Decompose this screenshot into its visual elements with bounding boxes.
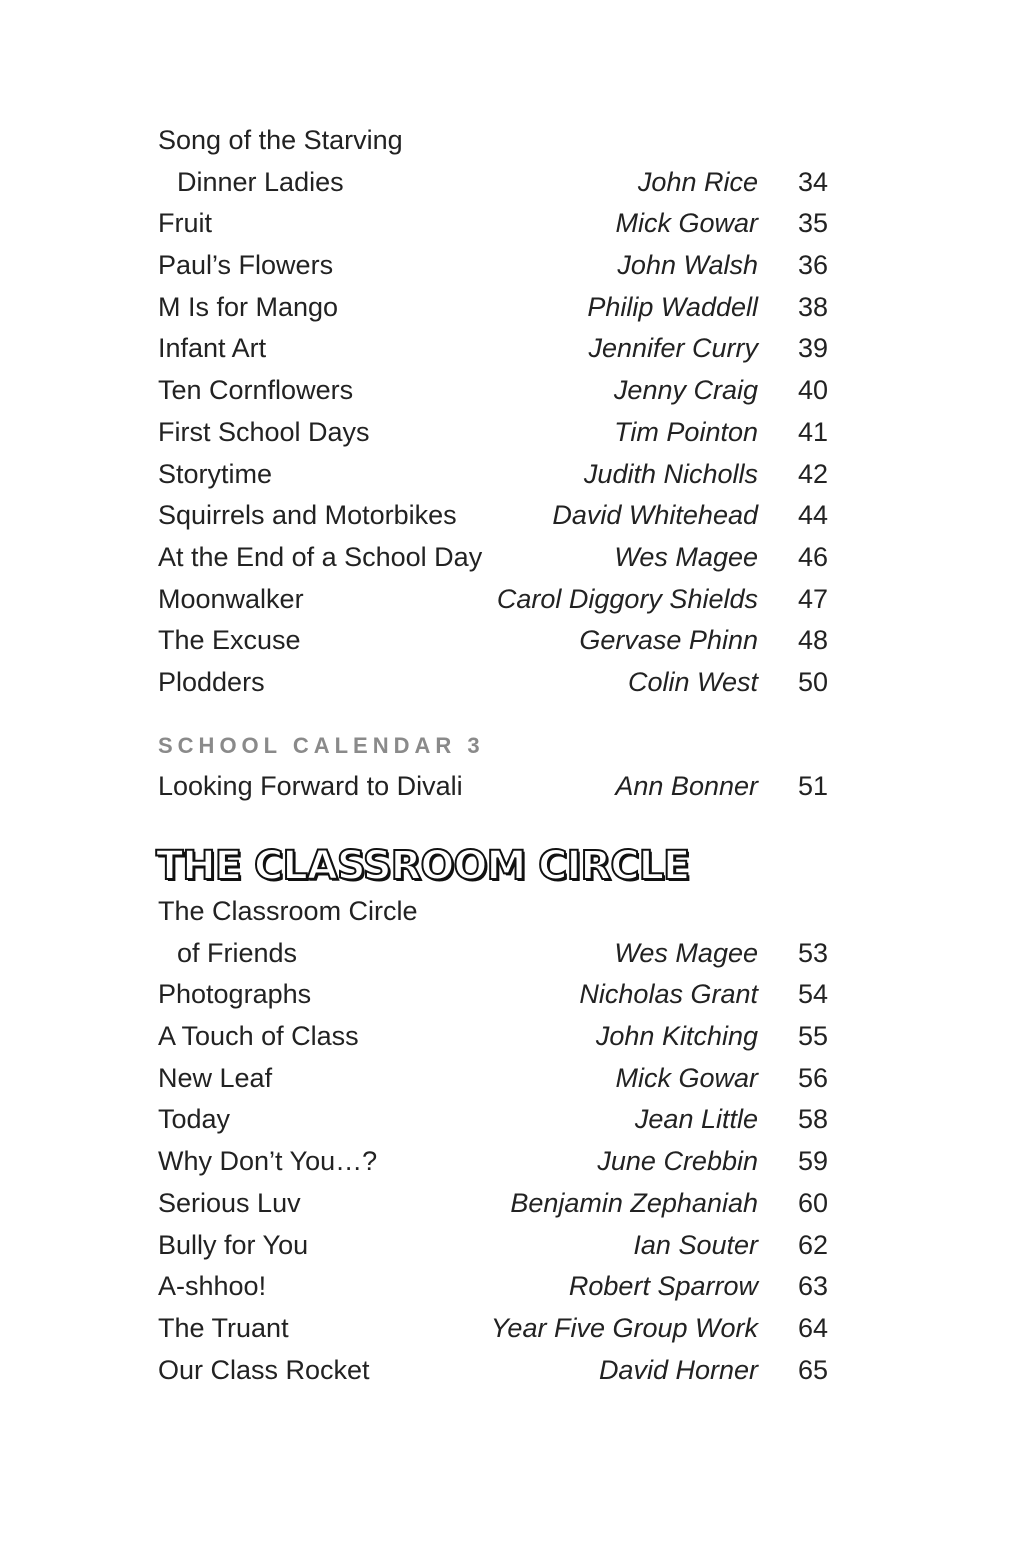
entry-page-number: 53 [797,937,828,968]
entry-author: Jennifer Curry [588,333,758,364]
entry-page-number: 56 [797,1062,828,1093]
entry-title: M Is for Mango [158,291,339,322]
contents-list-section-one [158,120,828,704]
entry-author: David Whitehead [552,500,758,531]
entry-title-continued: of Friends [177,937,298,968]
entry-author: Tim Pointon [614,416,758,447]
toc-entry-continued [158,162,828,204]
entry-author: Colin West [627,666,758,697]
entry-page-number: 50 [797,666,828,697]
entry-page-number: 34 [797,166,828,197]
toc-entry [158,766,828,808]
entry-page-number: 40 [797,375,828,406]
entry-author: June Crebbin [597,1146,758,1177]
toc-entry [158,370,828,412]
entry-author: David Horner [598,1354,758,1385]
calendar-heading: SCHOOL CALENDAR 3 [158,733,485,758]
entry-page-number: 58 [797,1104,828,1135]
entry-author: Philip Waddell [587,291,758,322]
toc-entry [158,412,828,454]
entry-title: Photographs [158,979,312,1010]
toc-entry [158,579,828,621]
toc-entry [158,120,828,162]
toc-entry [158,1016,828,1058]
entry-author: Nicholas Grant [579,979,758,1010]
entry-author: Mick Gowar [615,1062,758,1093]
toc-entry [158,1225,828,1267]
entry-page-number: 46 [797,541,828,572]
entry-page-number: 36 [797,250,828,281]
entry-title: Storytime [158,458,273,489]
toc-entry [158,620,828,662]
entry-author: Carol Diggory Shields [496,583,758,614]
entry-title: Serious Luv [158,1187,301,1218]
entry-page-number: 54 [797,979,828,1010]
entry-page-number: 62 [797,1229,828,1260]
toc-entry [158,537,828,579]
toc-entry [158,495,828,537]
entry-author: Gervase Phinn [579,625,758,656]
entry-author: Wes Magee [614,937,758,968]
entry-author: John Kitching [595,1021,758,1052]
toc-entry [158,1266,828,1308]
toc-entry [158,328,828,370]
entry-author: Judith Nicholls [583,458,758,489]
entry-title: Moonwalker [158,583,304,614]
toc-entry [158,1308,828,1350]
entry-title: Paul’s Flowers [158,250,334,281]
entry-page-number: 51 [797,771,828,801]
entry-title: Plodders [158,666,265,697]
entry-title: New Leaf [158,1062,273,1093]
entry-author: John Walsh [617,250,758,281]
entry-title: First School Days [158,416,370,447]
entry-author: Ann Bonner [615,771,758,801]
toc-entry [158,287,828,329]
entry-page-number: 64 [797,1312,828,1343]
entry-title: The Truant [158,1312,289,1343]
entry-page-number: 35 [797,208,828,239]
section-heading: THE CLASSROOM CIRCLE [156,843,690,889]
entry-page-number: 55 [797,1021,828,1052]
entry-title: Today [158,1104,231,1135]
entry-title: A Touch of Class [158,1021,359,1052]
entry-page-number: 60 [797,1187,828,1218]
entry-page-number: 47 [797,583,828,614]
toc-entry [158,662,828,704]
entry-page-number: 39 [797,333,828,364]
entry-author: Year Five Group Work [490,1312,758,1343]
entry-author: Robert Sparrow [568,1271,758,1302]
entry-title: A-shhoo! [158,1271,267,1302]
contents-list-classroom-circle [158,891,828,1391]
entry-author: Jenny Craig [613,375,758,406]
entry-title: Song of the Starving [158,125,403,155]
entry-title: The Excuse [158,625,301,656]
entry-author: Ian Souter [633,1229,758,1260]
toc-entry [158,1350,828,1392]
entry-author: Jean Little [634,1104,758,1135]
entry-title: Infant Art [158,333,267,364]
entry-title: The Classroom Circle [158,896,418,926]
entry-page-number: 59 [797,1146,828,1177]
toc-entry [158,1058,828,1100]
entry-title: Looking Forward to Divali [158,771,463,801]
entry-title: Why Don’t You…? [158,1146,378,1177]
toc-entry [158,203,828,245]
toc-entry-continued [158,933,828,975]
entry-page-number: 44 [797,500,828,531]
entry-title: Ten Cornflowers [158,375,354,406]
entry-author: Mick Gowar [615,208,758,239]
entry-title-continued: Dinner Ladies [177,166,344,197]
entry-author: Benjamin Zephaniah [510,1187,758,1218]
entry-page-number: 63 [797,1271,828,1302]
entry-author: John Rice [637,166,758,197]
toc-entry [158,454,828,496]
toc-entry [158,891,828,933]
calendar-entry-list [158,766,828,808]
toc-entry [158,1183,828,1225]
entry-author: Wes Magee [614,541,758,572]
toc-entry [158,974,828,1016]
toc-entry [158,245,828,287]
entry-title: Our Class Rocket [158,1354,370,1385]
toc-entry [158,1099,828,1141]
entry-page-number: 65 [797,1354,828,1385]
entry-page-number: 48 [797,625,828,656]
entry-page-number: 42 [797,458,828,489]
entry-title: Fruit [158,208,212,239]
entry-title: Squirrels and Motorbikes [158,500,457,531]
entry-page-number: 41 [797,416,828,447]
entry-title: Bully for You [158,1229,309,1260]
entry-page-number: 38 [797,291,828,322]
toc-entry [158,1141,828,1183]
entry-title: At the End of a School Day [158,541,483,572]
